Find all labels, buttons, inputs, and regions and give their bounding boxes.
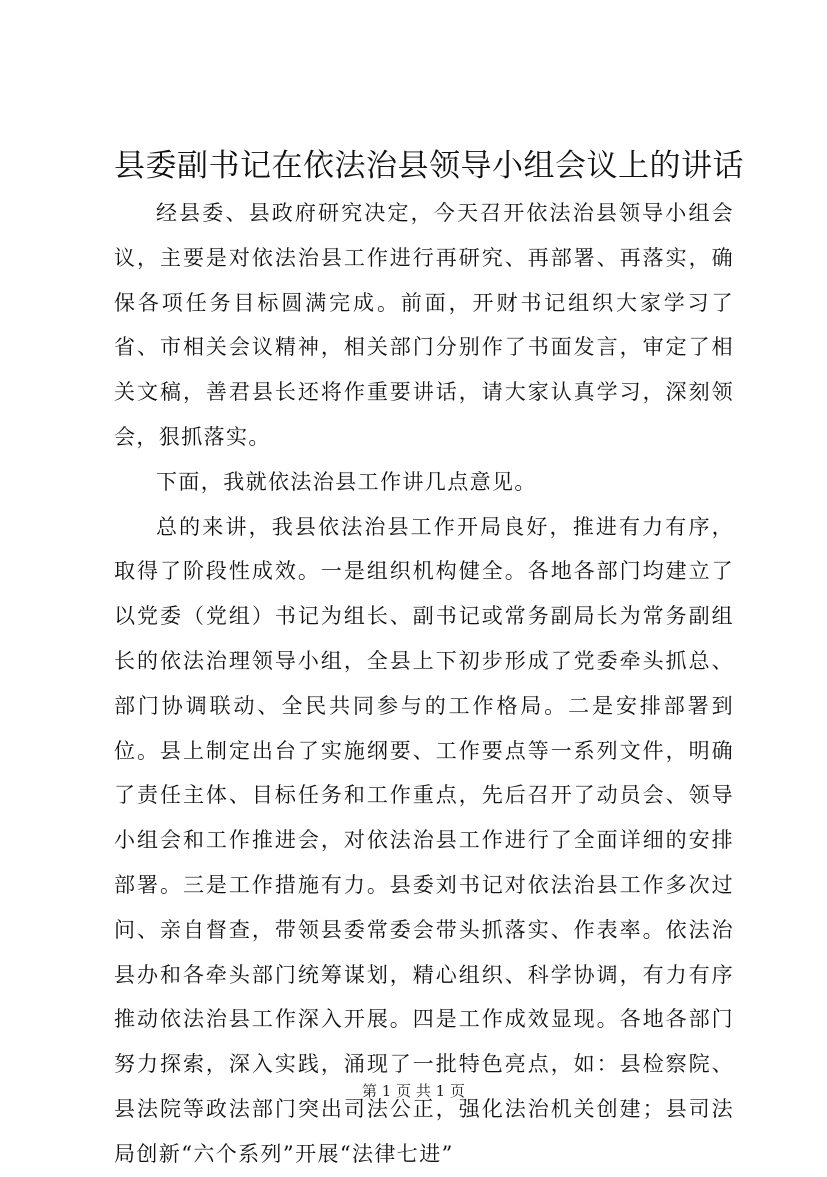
paragraph-summary: 总的来讲，我县依法治县工作开局良好，推进有力有序，取得了阶段性成效。一是组织机构健全。各地各部门均建立了以党委（党组）书记为组长、副书记或常务副局长为常务副组长的依法治理领导小组，全县上下初步形成了党委牵头抓总、部门协调联动、全民共同参与的工作格局。二是安排部署到位。县上制定出台了实施纲要、工作要点等一系列文件，明确了责任主体、目标任务和工作重点，先后召开了动员会、领导小组会和工作推进会，对依法治县工作进行了全面详细的安排部署。三是工作措施有力。县委刘书记对依法治县工作多次过问、亲自督查，带领县委常委会带头抓落实、作表率。依法治县办和各牵头部门统筹谋划，精心组织、科学协调，有力有序推动依法治县工作深入开展。四是工作成效显现。各地各部门努力探索，深入实践，涌现了一批特色亮点，如：县检察院、县法院等政法部门突出司法公正，强化法治机关创建；县司法局创新“六个系列”开展“法律七进” (114, 514, 734, 1166)
document-body (114, 191, 734, 1177)
document-title: 县委副书记在依法治县领导小组会议上的讲话 (114, 148, 744, 184)
page-number-footer: 第 1 页 共 1 页 (362, 1082, 465, 1100)
paragraph-transition: 下面，我就依法治县工作讲几点意见。 (156, 469, 537, 494)
paragraph-intro: 经县委、县政府研究决定，今天召开依法治县领导小组会议，主要是对依法治县工作进行再研究、再部署、再落实，确保各项任务目标圆满完成。前面，开财书记组织大家学习了省、市相关会议精神，相关部门分别作了书面发言，审定了相关文稿，善君县长还将作重要讲话，请大家认真学习，深刻领会，狠抓落实。 (114, 201, 734, 449)
